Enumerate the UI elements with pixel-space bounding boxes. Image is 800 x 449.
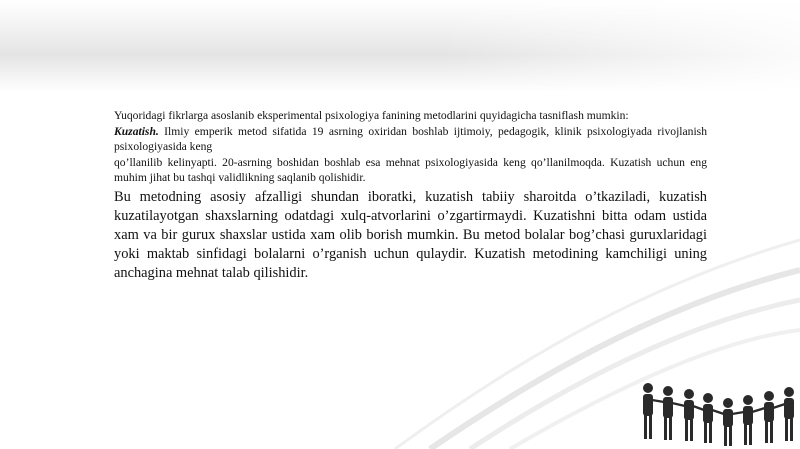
kuzatish-term: Kuzatish. [114,124,159,138]
main-paragraph: Bu metodning asosiy afzalligi shundan iboratki, kuzatish tabiiy sharoitda o’tkaziladi, kuzatish kuzatilayotgan shaxslarning odatdagi xulq-atvorlarini o’zgartirmaydi. Kuzatishni bitta odam ustida xam va bir gurux shaxslar ustida xam olib borish mumkin. Bu metod bolalar bog’chasi guruxlaridagi yoki maktab sinfidagi bolalarni o’rganish uchun qulaydir. Kuzatish metodining kamchiligi uning anchagina mehnat talab qilishidir. [114,188,707,281]
definition-text-2: qo’llanilib kelinyapti. 20-asrning boshidan boshlab esa mehnat psixologiyasida keng qo’llanilmoqda. Kuzatish uchun eng muhim jihat bu tashqi validlikning saqlanib qolishidir. [114,155,707,184]
definition-text-1: Ilmiy emperik metod sifatida 19 asrning oxiridan boshlab ijtimoiy, pedagogik, klinik psixologiyada rivojlanish psixologiyasida keng [114,124,707,153]
people-silhouettes [643,383,794,446]
intro-text: Yuqoridagi fikrlarga asoslanib eksperimental psixologiya fanining metodlarini quyidagicha tasniflash mumkin: [114,109,629,122]
